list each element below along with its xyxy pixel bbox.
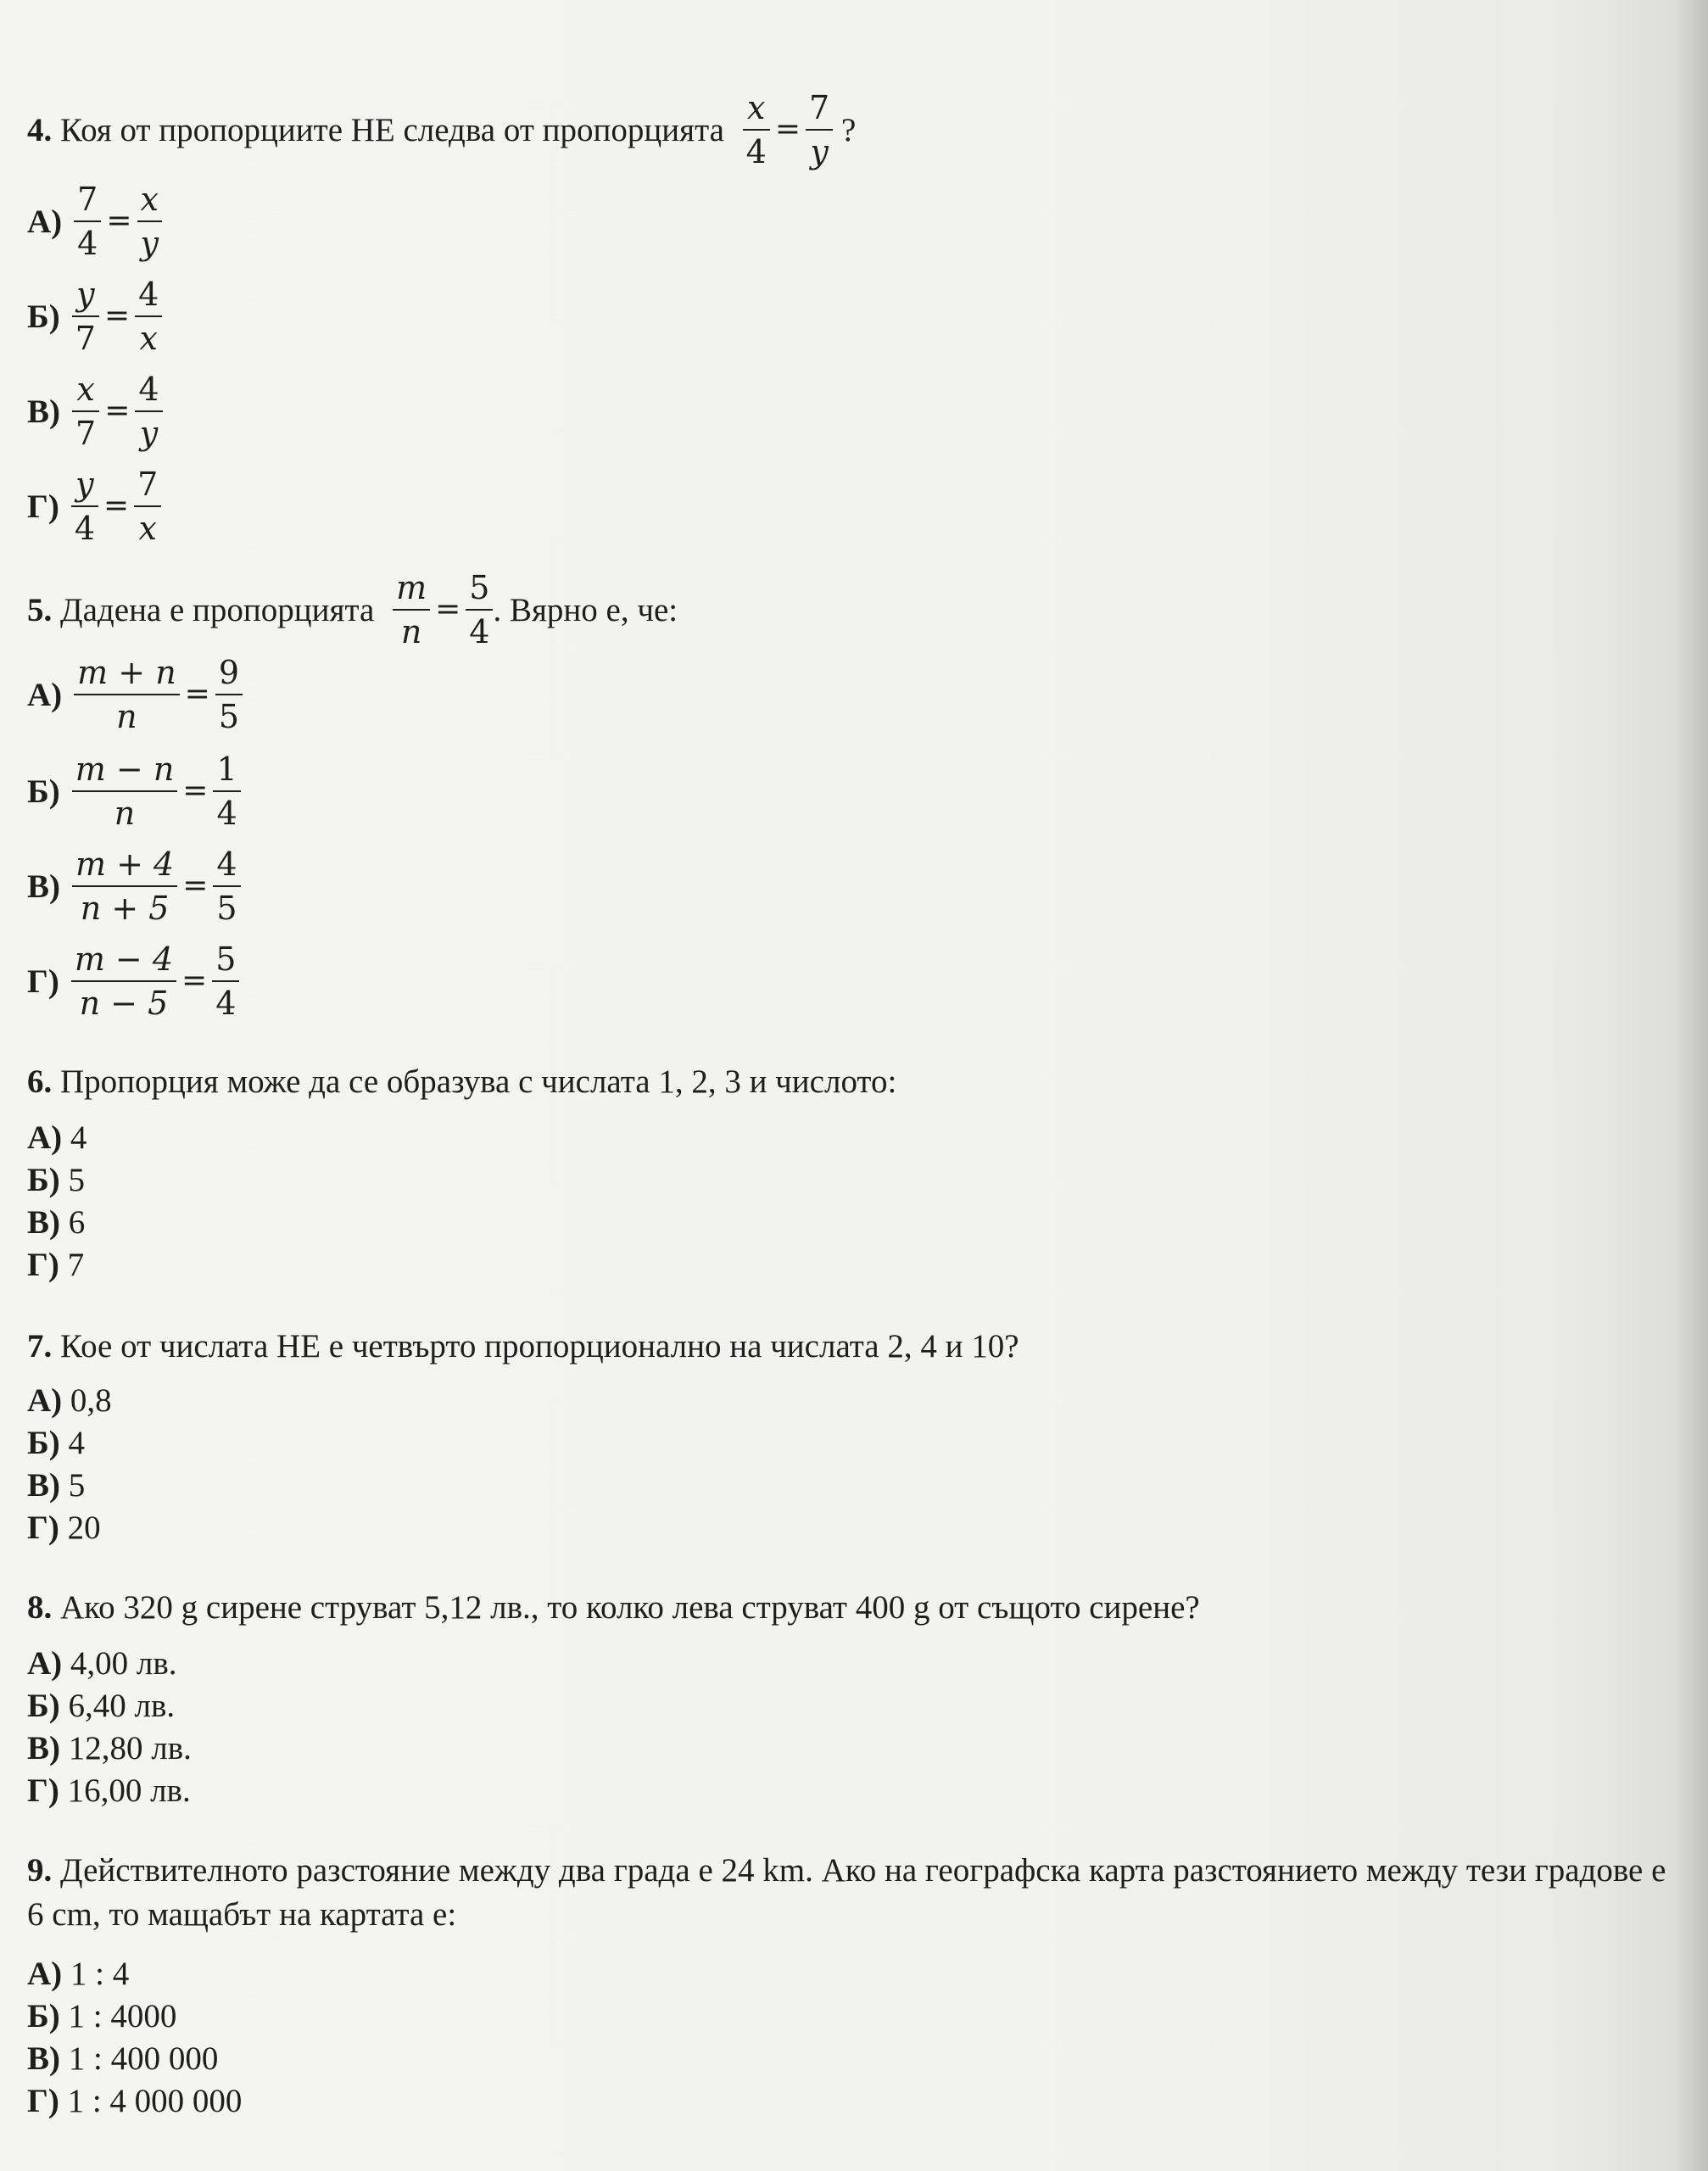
option-d[interactable]: Г) $\frac{y}{4}$ = $\frac{7}{x}$ (27, 468, 161, 544)
question-5: 5. Дадена е пропорцията $\frac{m}{n}$ = $\frac{5}{4}$ . Вярно е, че: (27, 569, 678, 650)
option-d[interactable]: Г) 1 : 4 000 000 (27, 2083, 243, 2119)
question-7 (27, 1330, 1019, 1363)
question-number: 4. (27, 111, 53, 148)
option-c[interactable]: В) $\frac{m + 4}{n + 5}$ = $\frac{4}{5}$ (27, 848, 241, 924)
fraction: $\frac{7}{y}$ (806, 92, 833, 168)
question-tail: . Вярно е, че: (493, 591, 678, 628)
question-text: Коя от пропорциите НЕ следва от пропорцията (60, 111, 724, 148)
fraction: $\frac{m}{n}$ (393, 572, 430, 648)
fraction: $\frac{x}{4}$ (743, 92, 770, 168)
question-number: 8. (27, 1589, 53, 1626)
option-c[interactable]: В) 5 (27, 1467, 86, 1504)
option-b[interactable]: Б) 1 : 4000 (27, 1998, 177, 2034)
question-text: Ако 320 g сирене струват 5,12 лв., то колко лева струват 400 g от същото сирене? (60, 1589, 1200, 1626)
question-number: 9. (27, 1852, 53, 1889)
question-text: Пропорция може да се образува с числата 1, 2, 3 и числото: (60, 1063, 897, 1100)
option-a[interactable]: А) 1 : 4 (27, 1956, 130, 1992)
question-4: 4. Коя от пропорциите НЕ следва от пропорцията $\frac{x}{4}$ = $\frac{7}{y}$ ? (27, 89, 857, 170)
option-d[interactable]: Г) $\frac{m - 4}{n - 5}$ = $\frac{5}{4}$ (27, 943, 239, 1019)
fraction: $\frac{5}{4}$ (466, 572, 493, 648)
option-d[interactable]: Г) 16,00 лв. (27, 1772, 191, 1809)
question-tail: ? (840, 111, 857, 148)
option-b[interactable]: Б) $\frac{y}{7}$ = $\frac{4}{x}$ (27, 278, 162, 354)
option-b[interactable]: Б) $\frac{m - n}{n}$ = $\frac{1}{4}$ (27, 753, 241, 829)
option-c[interactable]: В) 1 : 400 000 (27, 2040, 219, 2077)
option-c[interactable]: В) 6 (27, 1204, 86, 1241)
option-c[interactable]: В) $\frac{x}{7}$ = $\frac{4}{y}$ (27, 373, 163, 449)
question-6 (27, 1065, 896, 1098)
question-number: 6. (27, 1063, 53, 1100)
option-a[interactable]: А) $\frac{7}{4}$ = $\frac{x}{y}$ (27, 183, 162, 260)
question-text: Дадена е пропорцията (60, 591, 375, 628)
question-text: Кое от числата НЕ е четвърто пропорционално на числата 2, 4 и 10? (60, 1328, 1019, 1365)
option-b[interactable]: Б) 4 (27, 1425, 86, 1461)
question-8 (27, 1591, 1200, 1624)
option-d[interactable]: Г) 20 (27, 1510, 101, 1546)
option-a[interactable]: А) 4 (27, 1119, 87, 1156)
option-a[interactable]: А) 4,00 лв. (27, 1645, 177, 1682)
question-number: 5. (27, 591, 53, 628)
page-edge-shadow (1674, 0, 1708, 2171)
question-text: Действителното разстояние между два града е 24 km. Ако на географска карта разстоянието между тези градове е 6 cm, то мащабът на картата е: (27, 1852, 1666, 1933)
option-a[interactable]: А) 0,8 (27, 1382, 112, 1419)
option-b[interactable]: Б) 5 (27, 1162, 86, 1198)
option-a[interactable]: А) $\frac{m + n}{n}$ = $\frac{9}{5}$ (27, 656, 243, 733)
option-d[interactable]: Г) 7 (27, 1247, 85, 1283)
question-9 (27, 1849, 1681, 1937)
option-c[interactable]: В) 12,80 лв. (27, 1730, 192, 1766)
question-number: 7. (27, 1328, 53, 1365)
option-b[interactable]: Б) 6,40 лв. (27, 1688, 176, 1724)
